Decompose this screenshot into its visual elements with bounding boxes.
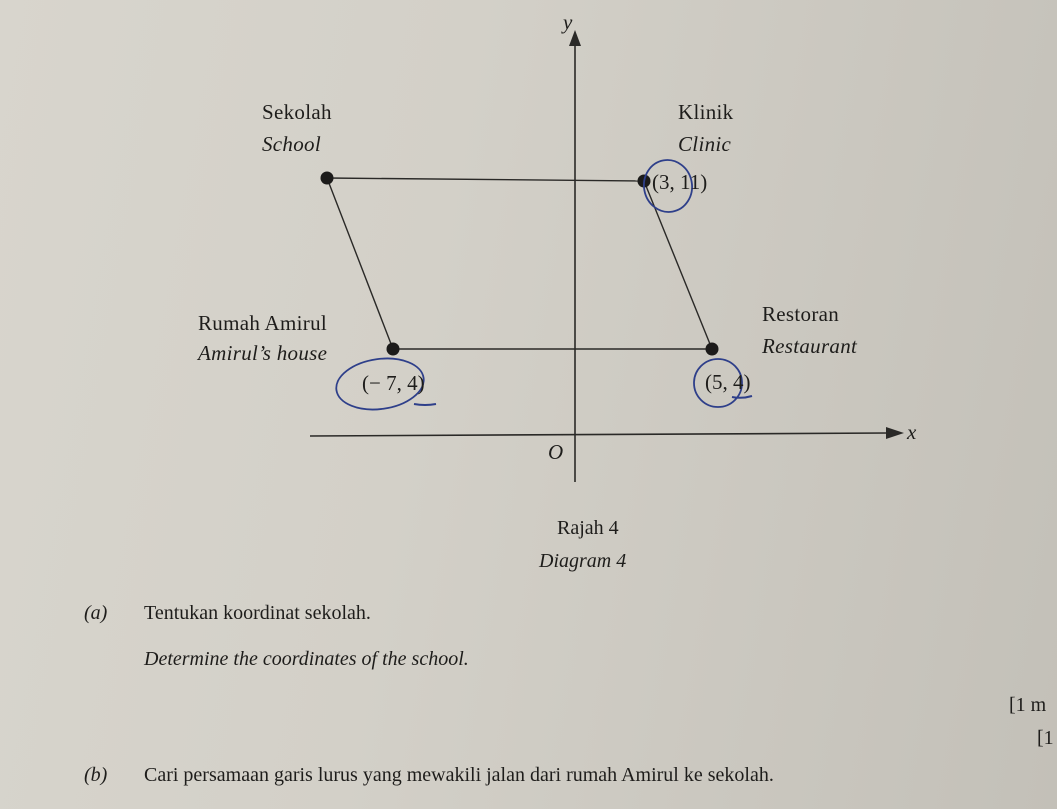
origin-label: O — [548, 440, 564, 464]
question-a-number: (a) — [84, 602, 108, 624]
restaurant-point — [706, 343, 719, 356]
question-a-marks-total: [1 — [1037, 727, 1054, 749]
restaurant-label-ms: Restoran — [762, 302, 840, 326]
diagram-caption-en: Diagram 4 — [539, 550, 627, 572]
question-a-text-ms: Tentukan koordinat sekolah. — [144, 602, 371, 624]
road-school-house — [327, 178, 393, 349]
pen-underline-restaurant — [732, 396, 752, 398]
road-school-clinic — [327, 178, 644, 181]
restaurant-coordinate: (5, 4) — [705, 370, 751, 394]
diagram-caption-ms: Rajah 4 — [557, 517, 619, 539]
house-label-en: Amirul’s house — [198, 341, 328, 365]
school-label-en: School — [262, 132, 321, 156]
question-b-text-ms: Cari persamaan garis lurus yang mewakili jalan dari rumah Amirul ke sekolah. — [144, 764, 774, 786]
house-point — [387, 343, 400, 356]
pen-underline-house — [414, 404, 436, 405]
x-axis-arrowhead — [886, 427, 904, 439]
house-coordinate: (− 7, 4) — [362, 371, 425, 395]
school-label-ms: Sekolah — [262, 100, 332, 124]
house-label-ms: Rumah Amirul — [198, 311, 328, 335]
x-axis-label: x — [907, 420, 917, 444]
y-axis-label: y — [563, 10, 573, 34]
clinic-coordinate: (3, 11) — [652, 170, 708, 194]
clinic-label-en: Clinic — [678, 132, 732, 156]
x-axis — [310, 433, 888, 436]
question-b-number: (b) — [84, 764, 108, 786]
school-point — [321, 172, 334, 185]
clinic-label-ms: Klinik — [678, 100, 734, 124]
restaurant-label-en: Restaurant — [762, 334, 858, 358]
question-a-marks: [1 m — [1009, 694, 1047, 716]
question-a-text-en: Determine the coordinates of the school. — [144, 648, 469, 670]
